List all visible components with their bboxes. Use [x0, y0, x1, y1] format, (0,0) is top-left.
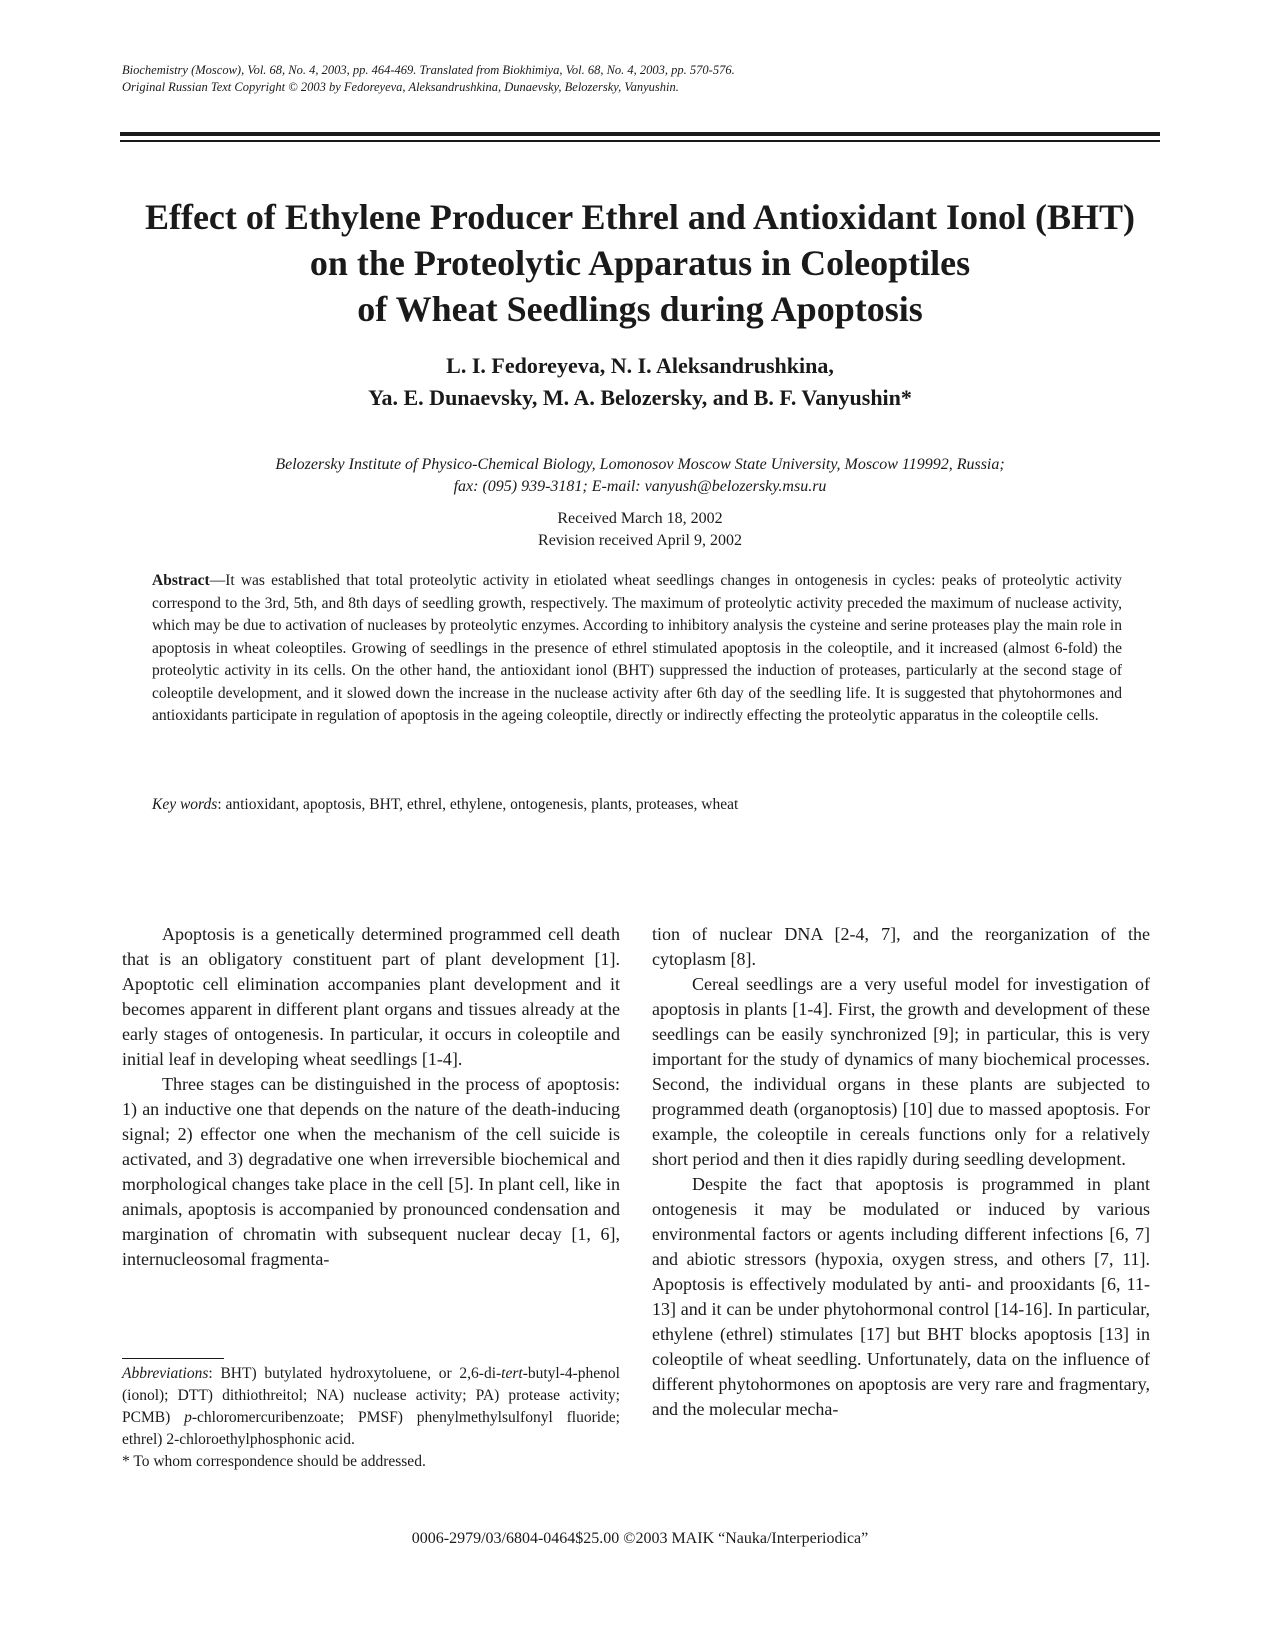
authors-line-2: Ya. E. Dunaevsky, M. A. Belozersky, and B. F. Vanyushin*: [368, 385, 912, 410]
footnotes: [122, 1363, 620, 1473]
abbreviations-italic: tert: [501, 1365, 523, 1382]
received-date: Received March 18, 2002: [557, 510, 723, 527]
paragraph: tion of nuclear DNA [2-4, 7], and the reorganization of the cytoplasm [8].: [652, 924, 1150, 969]
header-copyright: Original Russian Text Copyright © 2003 by Fedoreyeva, Aleksandrushkina, Dunaevsky, Belozersky, Vanyushin.: [122, 80, 679, 94]
paragraph: Cereal seedlings are a very useful model for investigation of apoptosis in plants [1-4]. First, the growth and development of these seedlings can be easily synchronized [9]; in particular, this is very important for the study of dynamics of many biochemical processes. Second, the individual organs in these plants are subjected to programmed death (organoptosis) [10] due to massed apoptosis. For example, the coleoptile in cereals functions only for a relatively short period and then it dies rapidly during seedling development.: [652, 974, 1150, 1169]
title-line-2: on the Proteolytic Apparatus in Coleoptiles: [309, 243, 971, 283]
title-line-3: of Wheat Seedlings during Apoptosis: [357, 289, 923, 329]
abbreviations-text: : BHT) butylated hydroxytoluene, or 2,6-di-: [208, 1365, 502, 1382]
affiliation-line-1: Belozersky Institute of Physico-Chemical Biology, Lomonosov Moscow State University, Moscow 119992, Russia;: [275, 456, 1005, 473]
affiliation: [120, 454, 1160, 498]
abbreviations-text: -butyl-4-phenol (ionol); DTT) dithiothreitol; NA) nuclease activity; PA) protease activity; PCMB): [122, 1365, 620, 1426]
abbreviations-italic: p: [184, 1409, 192, 1426]
abstract-label: Abstract: [152, 572, 210, 589]
header-rule-thick: [120, 132, 1160, 136]
title-line-1: Effect of Ethylene Producer Ethrel and Antioxidant Ionol (BHT): [144, 197, 1136, 237]
header-citation: Biochemistry (Moscow), Vol. 68, No. 4, 2003, pp. 464-469. Translated from Biokhimiya, Vol. 68, No. 4, 2003, pp. 570-576.: [122, 63, 735, 77]
keywords-label: Key words: [152, 796, 218, 813]
correspondence-footnote: * To whom correspondence should be addressed.: [122, 1453, 426, 1470]
body-column-right: [652, 922, 1150, 1422]
keywords: [152, 794, 1122, 816]
abbreviations-text: -chloromercuribenzoate; PMSF) phenylmethylsulfonyl fluoride; ethrel) 2-chloroethylphosphonic acid.: [122, 1409, 620, 1448]
abbreviations-footnote: [122, 1363, 620, 1451]
body-column-left: [122, 922, 620, 1272]
authors-line-1: L. I. Fedoreyeva, N. I. Aleksandrushkina,: [446, 353, 834, 378]
paragraph: Despite the fact that apoptosis is programmed in plant ontogenesis it may be modulated or induced by various environmental factors or agents including different infections [6, 7] and abiotic stressors (hypoxia, oxygen stress, and others [7, 11]. Apoptosis is effectively modulated by anti- and prooxidants [6, 11-13] and it can be under phytohormonal control [14-16]. In particular, ethylene (ethrel) stimulates [17] but BHT blocks apoptosis [13] in coleoptile of wheat seedling. Unfortunately, data on the influence of different phytohormones on apoptosis are very rare and fragmentary, and the molecular mecha-: [652, 1174, 1150, 1419]
received-dates: [120, 508, 1160, 552]
footnote-rule: [122, 1358, 224, 1359]
keywords-text: : antioxidant, apoptosis, BHT, ethrel, ethylene, ontogenesis, plants, proteases, wheat: [217, 796, 739, 813]
author-list: [120, 350, 1160, 414]
article-title: [120, 194, 1160, 332]
paragraph: Three stages can be distinguished in the process of apoptosis: 1) an inductive one that depends on the nature of the death-inducing signal; 2) effector one when the mechanism of the cell suicide is activated, and 3) degradative one when irreversible biochemical and morphological changes take place in the cell [5]. In plant cell, like in animals, apoptosis is accompanied by pronounced condensation and margination of chromatin with subsequent nuclear decay [1, 6], internucleosomal fragmenta-: [122, 1074, 620, 1269]
copyright-footer: 0006-2979/03/6804-0464$25.00 ©2003 MAIK “Nauka/Interperiodica”: [411, 1530, 869, 1547]
journal-header: [122, 62, 735, 96]
abstract-text: —It was established that total proteolytic activity in etiolated wheat seedlings changes in ontogenesis in cycles: peaks of proteolytic activity correspond to the 3rd, 5th, and 8th days of seedling growth, respectively. The maximum of proteolytic activity preceded the maximum of nuclease activity, which may be due to activation of nucleases by proteolytic enzymes. According to inhibitory analysis the cysteine and serine proteases play the main role in apoptosis in wheat coleoptiles. Growing of seedlings in the presence of ethrel stimulated apoptosis in the coleoptile, and it increased (almost 6-fold) the proteolytic activity in its cells. On the other hand, the antioxidant ionol (BHT) suppressed the induction of proteases, particularly at the second stage of coleoptile development, and it slowed down the increase in the nuclease activity after 6th day of the seedling life. It is suggested that phytohormones and antioxidants participate in regulation of apoptosis in the ageing coleoptile, directly or indirectly effecting the proteolytic apparatus in the coleoptile cells.: [152, 572, 1122, 724]
paragraph: Apoptosis is a genetically determined programmed cell death that is an obligatory constituent part of plant development [1]. Apoptotic cell elimination accompanies plant development and it becomes apparent in different plant organs and tissues already at the early stages of ontogenesis. In particular, it occurs in coleoptile and initial leaf in developing wheat seedlings [1-4].: [122, 924, 620, 1069]
header-rule-thin: [120, 140, 1160, 142]
abbreviations-label: Abbreviations: [122, 1365, 209, 1382]
abstract: [152, 570, 1122, 728]
revision-date: Revision received April 9, 2002: [538, 532, 742, 549]
affiliation-line-2: fax: (095) 939-3181; E-mail: vanyush@belozersky.msu.ru: [453, 478, 827, 495]
